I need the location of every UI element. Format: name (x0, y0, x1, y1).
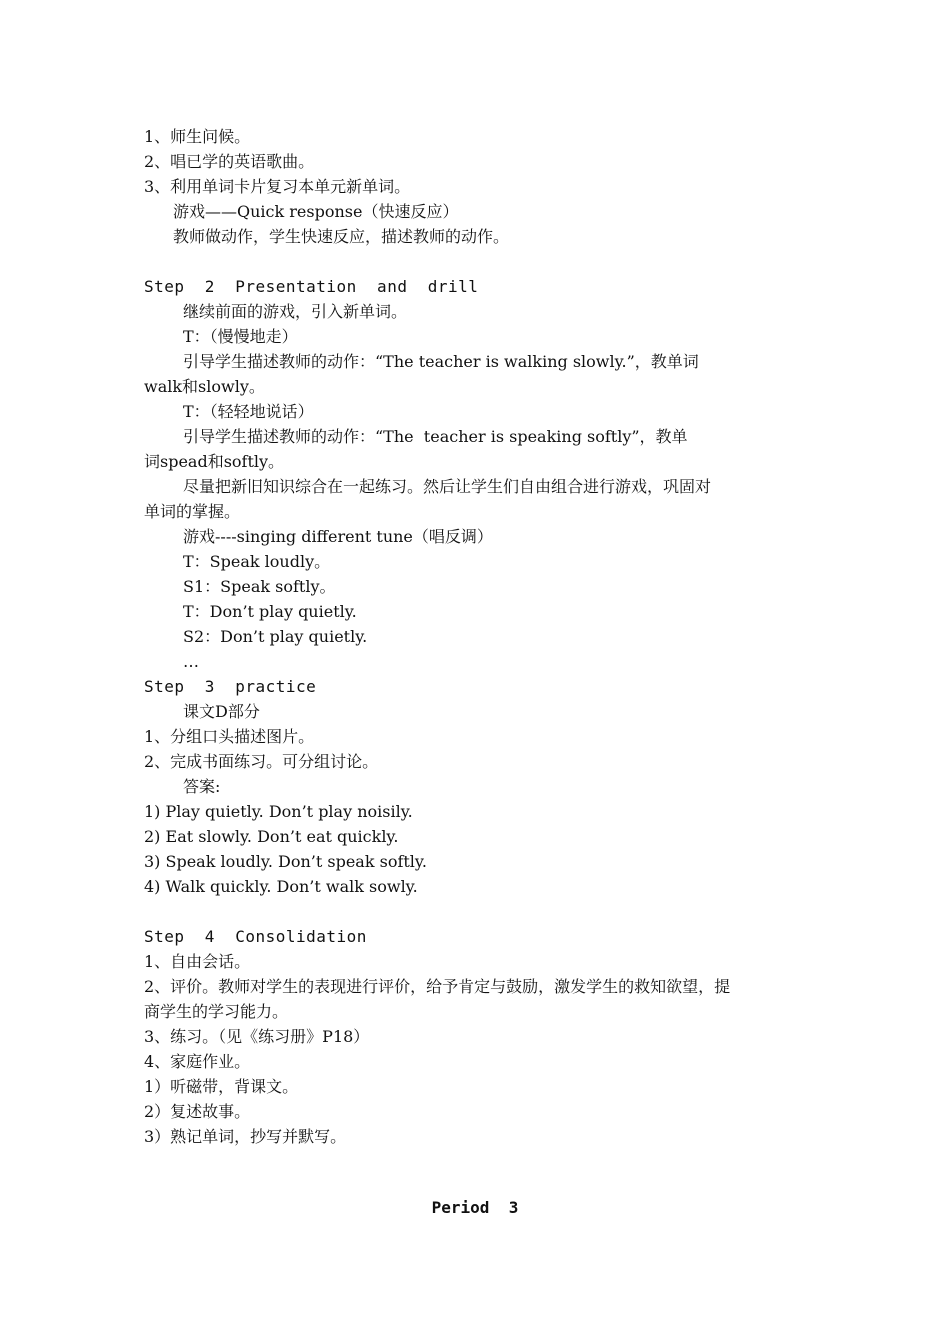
step2-line-4: walk和slowly。 (144, 377, 265, 396)
step3-line-2: 1、分组口头描述图片。 (144, 727, 315, 746)
spacer (144, 249, 809, 274)
step2-line-1: 继续前面的游戏，引入新单词。 (183, 302, 408, 321)
step3-heading: Step 3 practice (144, 677, 317, 696)
step2-line-9: 单词的掌握。 (144, 502, 241, 521)
step4-homework-3: 3）熟记单词，抄写并默写。 (144, 1127, 347, 1146)
step2-dialog-1: T：Speak loudly。 (183, 552, 331, 571)
step2-dialog-4: S2：Don’t play quietly. (183, 627, 368, 646)
step3-answers-label: 答案: (183, 777, 221, 796)
step4-line-5: 4、家庭作业。 (144, 1052, 251, 1071)
step4-line-4: 3、练习。（见《练习册》P18） (144, 1027, 370, 1046)
step2-heading: Step 2 Presentation and drill (144, 277, 479, 296)
step2-line-8: 尽量把新旧知识综合在一起练习。然后让学生们自由组合进行游戏，巩固对 (183, 477, 712, 496)
warmup-line-2: 2、唱已学的英语歌曲。 (144, 152, 315, 171)
step2-line-6: 引导学生描述教师的动作：“The teacher is speaking softly”，教单 (183, 427, 688, 446)
step2-game: 游戏----singing different tune（唱反调） (183, 527, 493, 546)
step3-answer-1: 1) Play quietly. Don’t play noisily. (144, 802, 413, 821)
period-heading: Period 3 (431, 1198, 519, 1217)
step3-line-3: 2、完成书面练习。可分组讨论。 (144, 752, 379, 771)
document-body (144, 124, 809, 1149)
step3-answer-4: 4) Walk quickly. Don’t walk sowly. (144, 877, 418, 896)
warmup-line-1: 1、师生问候。 (144, 127, 251, 146)
step3-answer-2: 2) Eat slowly. Don’t eat quickly. (144, 827, 399, 846)
step3-answer-3: 3) Speak loudly. Don’t speak softly. (144, 852, 427, 871)
step4-heading: Step 4 Consolidation (144, 927, 367, 946)
step2-dialog-3: T：Don’t play quietly. (183, 602, 357, 621)
step2-line-3: 引导学生描述教师的动作：“The teacher is walking slowly.”，教单词 (183, 352, 699, 371)
step4-homework-1: 1）听磁带，背课文。 (144, 1077, 299, 1096)
step4-line-1: 1、自由会话。 (144, 952, 251, 971)
warmup-game-desc: 教师做动作，学生快速反应，描述教师的动作。 (173, 227, 510, 246)
step4-homework-2: 2）复述故事。 (144, 1102, 251, 1121)
step4-line-3: 商学生的学习能力。 (144, 1002, 289, 1021)
step2-dialog-2: S1：Speak softly。 (183, 577, 336, 596)
step2-line-5: T：（轻轻地说话） (183, 402, 314, 421)
warmup-line-3: 3、利用单词卡片复习本单元新单词。 (144, 177, 411, 196)
step2-line-2: T：（慢慢地走） (183, 327, 298, 346)
step2-line-7: 词spead和softly。 (144, 452, 285, 471)
step3-line-1: 课文D部分 (183, 702, 260, 721)
spacer (144, 899, 809, 924)
step4-line-2: 2、评价。教师对学生的表现进行评价，给予肯定与鼓励，激发学生的救知欲望，提 (144, 977, 731, 996)
warmup-game: 游戏——Quick response（快速反应） (173, 202, 459, 221)
step2-ellipsis: … (183, 652, 199, 671)
